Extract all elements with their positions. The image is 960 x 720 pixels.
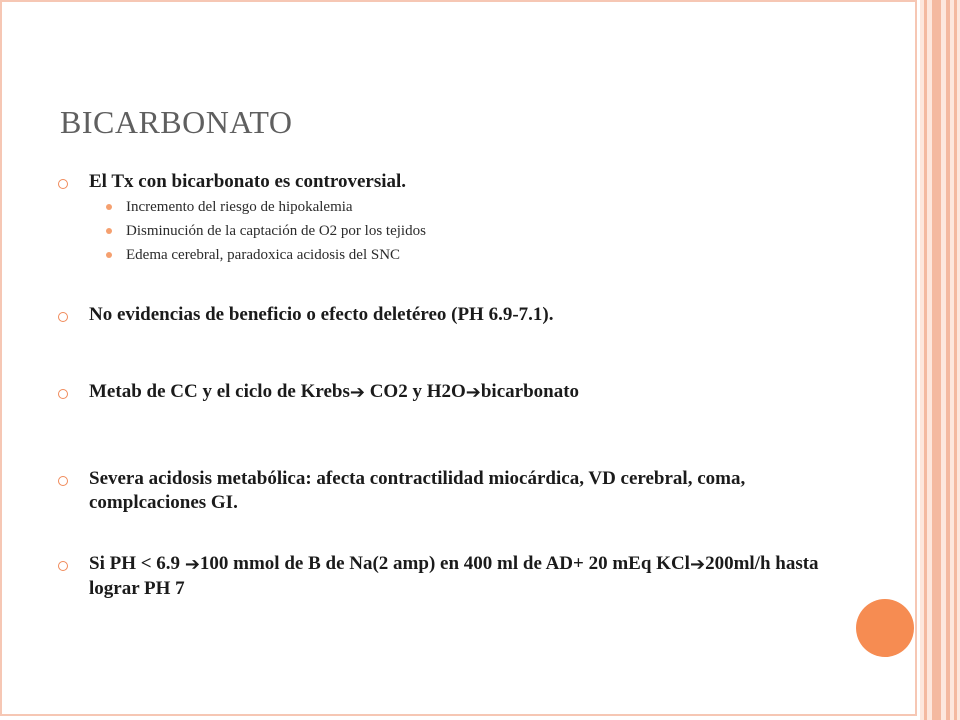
bullet-3-part-2: CO2 y H2O <box>364 381 466 402</box>
bullet-5-part-1: Si PH < 6.9 <box>89 553 185 574</box>
bullet-1-text: El Tx con bicarbonato es controversial. <box>89 171 407 192</box>
sub-bullet-1 <box>108 197 353 217</box>
bullet-marker-icon <box>58 389 68 399</box>
decorative-circle <box>856 599 914 657</box>
bullet-marker-icon <box>58 312 68 322</box>
bullet-3-part-3: bicarbonato <box>480 381 580 402</box>
bullet-2 <box>62 303 832 327</box>
bullet-4 <box>62 467 832 515</box>
bullet-marker-icon <box>58 476 68 486</box>
stripe <box>954 0 957 720</box>
bullet-1 <box>62 170 832 194</box>
sub-bullet-dot-icon <box>106 228 112 234</box>
bullet-5-part-2: 100 mmol de B de Na(2 amp) en 400 ml de AD+ 20 mEq KCl <box>199 553 690 574</box>
right-arrow-icon: ➔ <box>689 554 706 575</box>
sub-bullet-dot-icon <box>106 204 112 210</box>
right-arrow-icon: ➔ <box>184 554 200 575</box>
stripe <box>932 0 941 720</box>
sub-bullet-3 <box>108 245 400 265</box>
bullet-2-text: No evidencias de beneficio o efecto deletéreo (PH 6.9-7.1). <box>89 304 554 325</box>
sub-bullet-2-text: Disminución de la captación de O2 por los tejidos <box>126 223 426 239</box>
sub-bullet-3-text: Edema cerebral, paradoxica acidosis del SNC <box>126 247 401 263</box>
sub-bullet-1-text: Incremento del riesgo de hipokalemia <box>126 199 353 215</box>
bullet-5 <box>62 552 832 601</box>
decorative-stripes <box>920 0 960 720</box>
stripe <box>924 0 927 720</box>
bullet-marker-icon <box>58 561 68 571</box>
bullet-5-text <box>62 552 832 601</box>
bullet-3 <box>62 380 832 405</box>
right-arrow-icon: ➔ <box>349 382 365 403</box>
stripe <box>946 0 950 720</box>
bullet-3-part-1: Metab de CC y el ciclo de Krebs <box>89 381 350 402</box>
slide-title: BICARBONATO <box>60 104 293 140</box>
bullet-marker-icon <box>58 179 68 189</box>
bullet-3-text <box>62 380 832 405</box>
bullet-4-text: Severa acidosis metabólica: afecta contractilidad miocárdica, VD cerebral, coma, complcaciones GI. <box>89 468 746 513</box>
bullet-5-part-3: 200ml/h hasta lograr PH 7 <box>89 553 819 599</box>
right-arrow-icon: ➔ <box>465 382 481 403</box>
sub-bullet-dot-icon <box>106 252 112 258</box>
sub-bullet-2 <box>108 221 426 241</box>
